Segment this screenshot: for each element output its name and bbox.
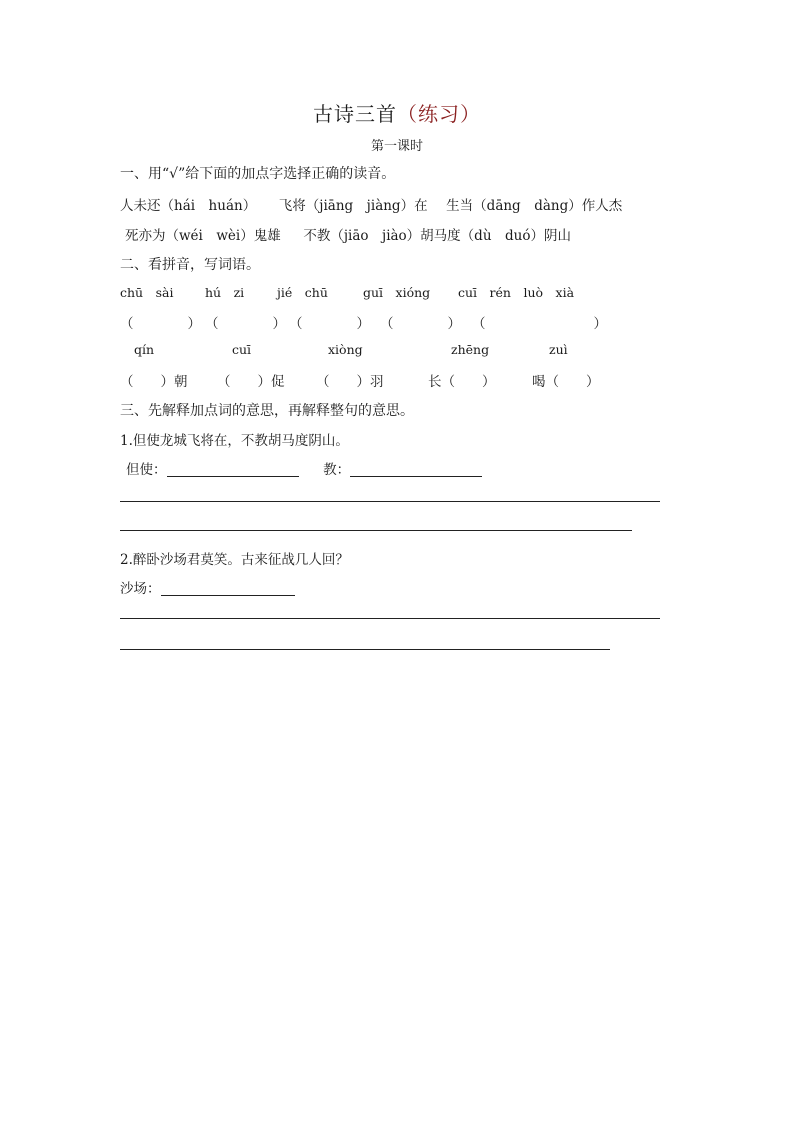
pinyin-item: hú zi (205, 285, 245, 300)
answer-blank[interactable]: （ ）羽 (316, 374, 384, 390)
answer-blank[interactable]: （ ） (472, 316, 607, 332)
answer-line[interactable] (120, 618, 660, 619)
pinyin-item: xiòng (328, 342, 363, 357)
question-item: 飞将（jiāng jiàng）在 (278, 198, 428, 214)
pinyin-item: zuì (549, 342, 568, 357)
pinyin-item: jié chū (277, 285, 328, 300)
pinyin-item: chū sài (120, 285, 174, 300)
section3-heading: 三、先解释加点词的意思，再解释整句的意思。 (120, 403, 414, 419)
answer-blank[interactable]: 喝（ ） (532, 374, 600, 390)
answer-line[interactable] (161, 581, 295, 596)
title-paren-close: ） (460, 102, 481, 126)
definition-label: 沙场： (120, 581, 161, 597)
definition-label: 教： (323, 462, 351, 478)
definition-label: 但使： (126, 462, 167, 478)
section1-row1 (120, 194, 622, 214)
title-paren-word: 练习 (418, 102, 460, 126)
question-item: 人未还（hái huán） (120, 198, 257, 214)
answer-blank[interactable]: （ ） (289, 316, 370, 332)
question-1-text: 1.但使龙城飞将在，不教胡马度阴山。 (120, 433, 349, 449)
question-item: 死亦为（wéi wèi）鬼雄 (125, 228, 281, 244)
title-main: 古诗三首 (313, 102, 397, 126)
question-item: 生当（dāng dàng）作人杰 (446, 198, 623, 214)
section2-heading: 二、看拼音，写词语。 (120, 257, 260, 273)
answer-line[interactable] (167, 462, 299, 477)
question-item: 不教（jiāo jiào）胡马度（dù duó）阴山 (303, 228, 571, 244)
answer-blank[interactable]: 长（ ） (428, 374, 496, 390)
answer-line[interactable] (120, 501, 660, 502)
answer-blank[interactable]: （ ） (380, 316, 461, 332)
question-1-definitions (126, 458, 482, 478)
answer-blank[interactable]: （ ）朝 (120, 374, 188, 390)
pinyin-item: cuī (232, 342, 252, 357)
pinyin-item: qín (134, 342, 155, 357)
pinyin-item: zhēng (451, 342, 490, 357)
page-title (0, 98, 794, 127)
answer-blank[interactable]: （ ） (120, 316, 201, 332)
answer-line[interactable] (350, 462, 482, 477)
answer-blank[interactable]: （ ） (205, 316, 286, 332)
answer-line[interactable] (120, 649, 610, 650)
question-2-definitions (120, 577, 295, 597)
page-subtitle: 第一课时 (370, 139, 423, 154)
section1-heading: 一、用“√”给下面的加点字选择正确的读音。 (120, 166, 396, 182)
answer-line[interactable] (120, 530, 632, 531)
pinyin-item: cuī rén luò xià (458, 285, 575, 300)
pinyin-item: guī xióng (363, 285, 431, 300)
title-paren-open: （ (397, 102, 418, 126)
answer-blank[interactable]: （ ）促 (217, 374, 285, 390)
question-2-text: 2.醉卧沙场君莫笑。古来征战几人回？ (120, 552, 349, 568)
section1-row2 (125, 224, 571, 244)
